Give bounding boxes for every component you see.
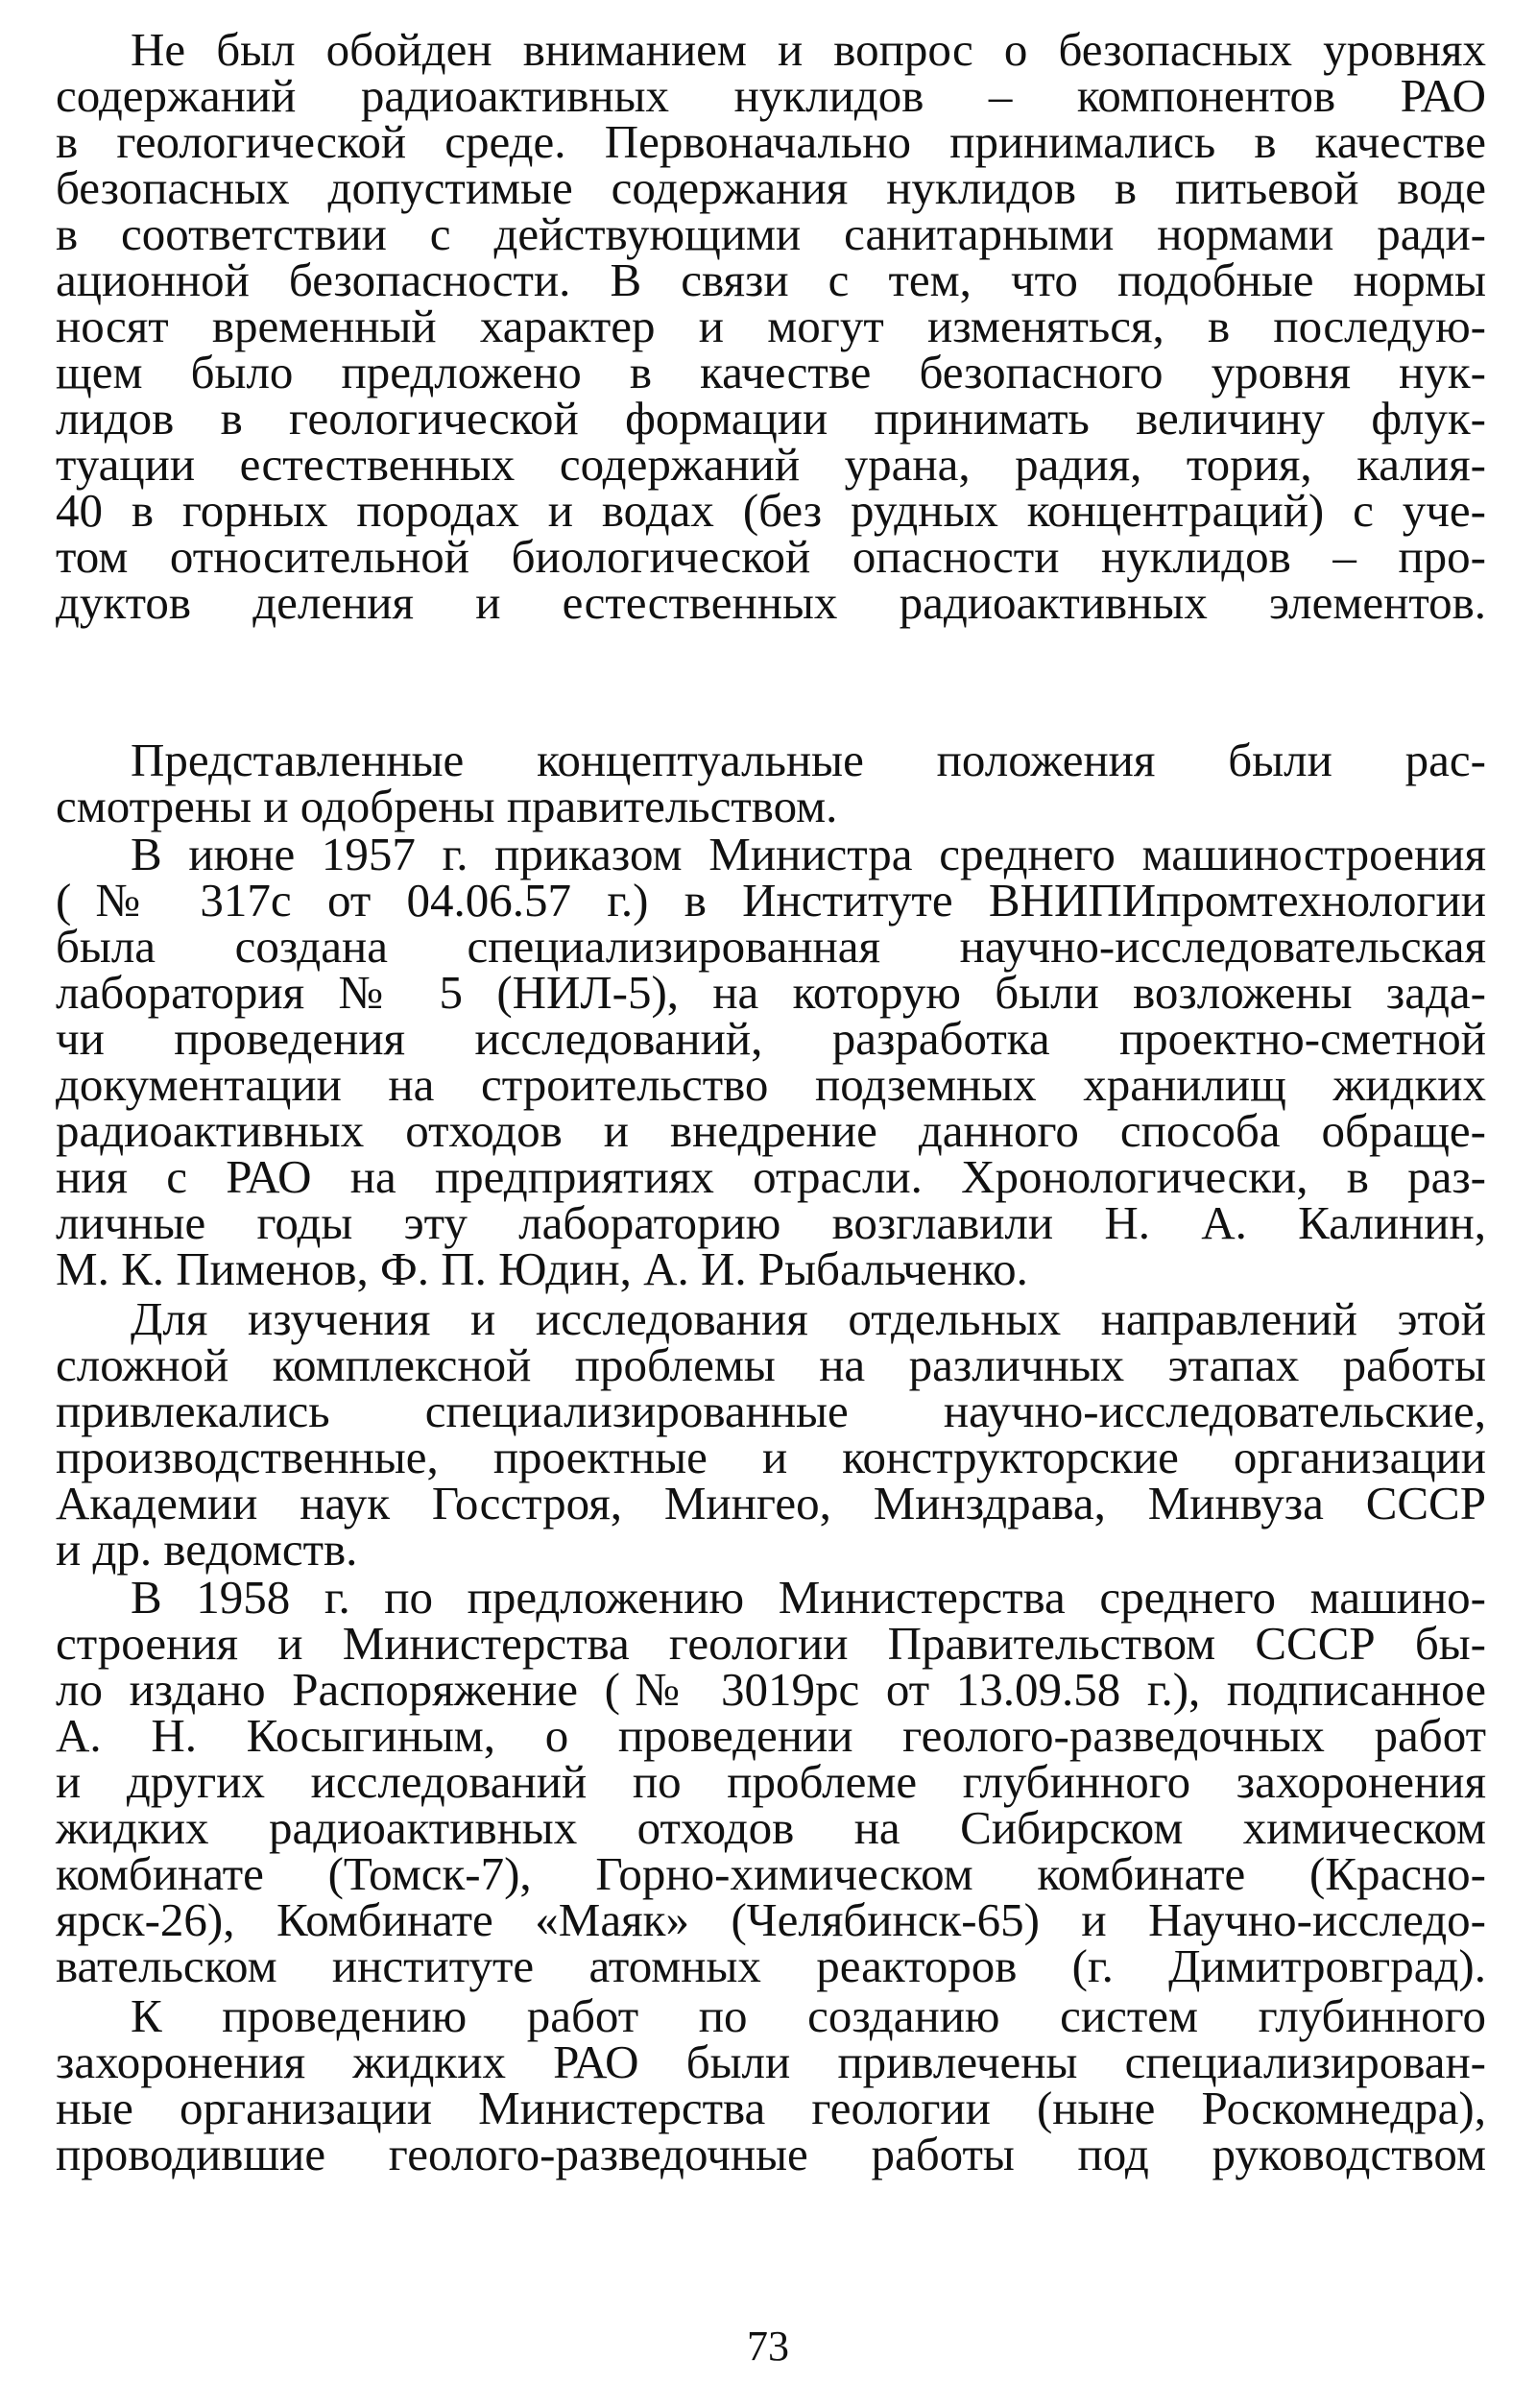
text-line: захоронения жидких РАО были привлечены специализирован- [56,2035,1486,2088]
text-line: содержаний радиоактивных нуклидов – компонентов РАО [56,69,1486,122]
text-line: ния с РАО на предприятиях отрасли. Хронологически, в раз- [56,1150,1486,1203]
text-line: ные организации Министерства геологии (ныне Роскомнедра), [56,2082,1486,2134]
text-line: жидких радиоактивных отходов на Сибирском химическом [56,1801,1486,1854]
text-line: в геологической среде. Первоначально принимались в качестве [56,115,1486,168]
text-line: безопасных допустимые содержания нуклидов в питьевой воде [56,161,1486,214]
text-line: и др. ведомств. [56,1523,358,1576]
text-line: (№ 317с от 04.06.57 г.) в Институте ВНИПИпромтехнологии [56,874,1486,927]
text-line: 40 в горных породах и водах (без рудных концентраций) с уче- [56,484,1486,537]
paragraph-3 [56,828,1486,1295]
text-line: М. К. Пименов, Ф. П. Юдин, А. И. Рыбальченко. [56,1242,1028,1295]
text-line: лидов в геологической формации принимать величину флук- [56,392,1486,445]
text-line: производственные, проектные и конструкторские организации [56,1431,1486,1483]
text-line: В 1958 г. по предложению Министерства среднего машино- [131,1571,1486,1624]
text-line: строения и Министерства геологии Правительством СССР бы- [56,1617,1486,1670]
text-line: Не был обойден вниманием и вопрос о безопасных уровнях [131,23,1486,76]
text-line: сложной комплексной проблемы на различных этапах работы [56,1338,1486,1391]
text-line: щем было предложено в качестве безопасного уровня нук- [56,346,1486,398]
text-line: вательском институте атомных реакторов (г. Димитровград). [56,1939,1486,1992]
text-line: А. Н. Косыгиным, о проведении геолого-разведочных работ [56,1709,1486,1762]
text-line: лаборатория № 5 (НИЛ-5), на которую были возложены зада- [56,966,1486,1019]
page-number: 73 [747,2323,789,2370]
text-line: В июне 1957 г. приказом Министра среднего машиностроения [131,828,1486,880]
text-line: Представленные концептуальные положения были рас- [131,734,1486,786]
text-line: смотрены и одобрены правительством. [56,780,838,832]
paragraph-5 [56,1571,1486,1992]
text-line: туации естественных содержаний урана, радия, тория, калия- [56,438,1486,491]
text-line: привлекались специализированные научно-исследовательские, [56,1385,1486,1437]
paragraph-6 [56,1989,1486,2180]
text-line: К проведению работ по созданию систем глубинного [131,1989,1486,2042]
text-line: была создана специализированная научно-исследовательская [56,920,1486,973]
text-line: документации на строительство подземных хранилищ жидких [56,1058,1486,1111]
paragraph-2 [56,734,1486,832]
text-line: носят временный характер и могут изменяться, в последую- [56,300,1486,352]
text-line: комбинате (Томск-7), Горно-химическом комбинате (Красно- [56,1847,1486,1900]
text-line: личные годы эту лабораторию возглавили Н. А. Калинин, [56,1196,1486,1249]
paragraph-4 [56,1292,1486,1576]
text-line: радиоактивных отходов и внедрение данного способа обраще- [56,1104,1486,1157]
paragraph-1 [56,23,1486,629]
text-line: ационной безопасности. В связи с тем, что подобные нормы [56,253,1486,306]
text-line: проводившие геолого-разведочные работы под руководством [56,2128,1486,2180]
text-line: Академии наук Госстроя, Мингео, Минздрава, Минвуза СССР [56,1477,1486,1529]
text-line: дуктов деления и естественных радиоактивных элементов. [56,576,1486,629]
text-line: и других исследований по проблеме глубинного захоронения [56,1755,1486,1808]
text-line: том относительной биологической опасности нуклидов – про- [56,530,1486,583]
text-line: в соответствии с действующими санитарными нормами ради- [56,207,1486,260]
text-line: чи проведения исследований, разработка проектно-сметной [56,1012,1486,1065]
text-line: Для изучения и исследования отдельных направлений этой [131,1292,1486,1345]
text-line: ярск-26), Комбинате «Маяк» (Челябинск-65) и Научно-исследо- [56,1893,1486,1946]
text-line: ло издано Распоряжение (№ 3019рс от 13.09.58 г.), подписанное [56,1663,1486,1716]
